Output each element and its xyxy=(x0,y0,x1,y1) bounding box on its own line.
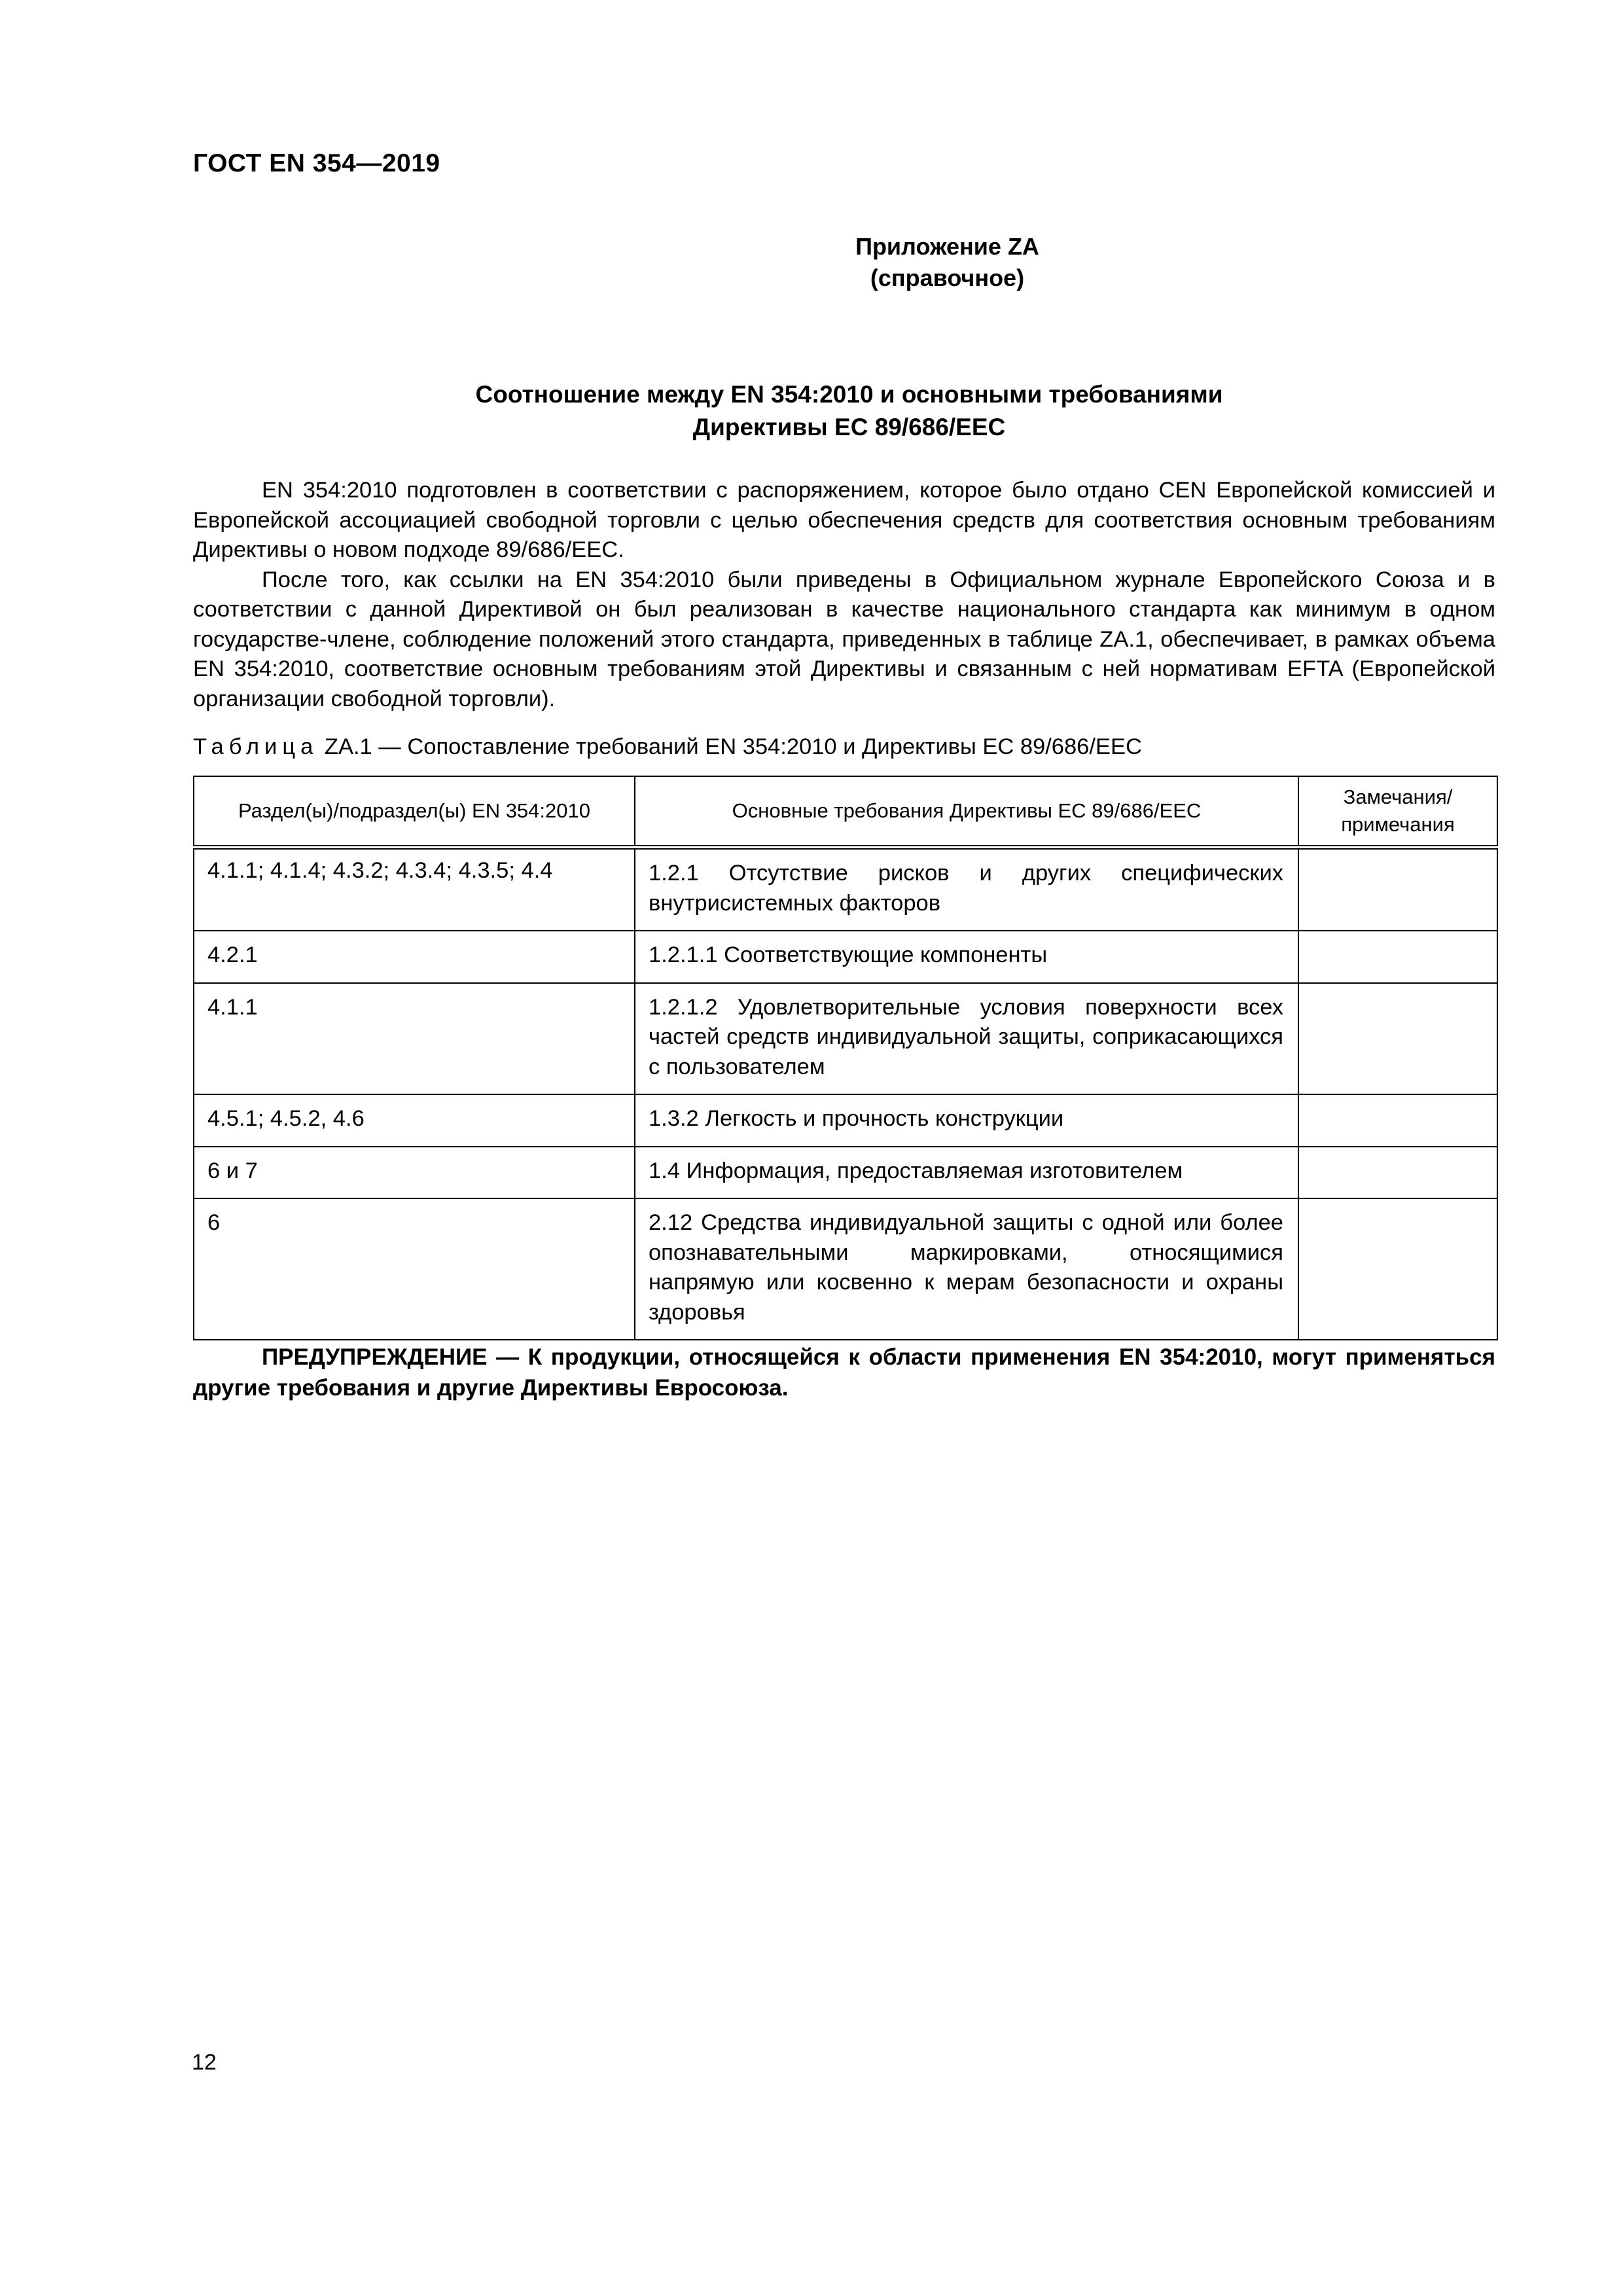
table-caption-word: Таблица xyxy=(193,734,319,759)
annex-title: Приложение ZA xyxy=(855,233,1039,260)
header-requirements: Основные требования Директивы ЕС 89/686/EEC xyxy=(635,776,1298,848)
cell-notes xyxy=(1298,931,1497,983)
cell-requirement: 1.2.1 Отсутствие рисков и других специфических внутрисистемных факторов xyxy=(635,848,1298,931)
paragraph-1: EN 354:2010 подготовлен в соответствии с распоряжением, которое было отдано CEN Европейской комиссией и Европейской ассоциацией свободной торговли с целью обеспечения средств для соответствия основным требованиям Директивы о новом подходе 89/686/EEC. xyxy=(193,478,1495,562)
cell-sections: 6 и 7 xyxy=(194,1147,635,1199)
table-row xyxy=(194,983,1497,1095)
cell-sections: 4.1.1 xyxy=(194,983,635,1095)
header-notes: Замечания/ примечания xyxy=(1298,776,1497,848)
cell-notes xyxy=(1298,1198,1497,1340)
cell-requirement: 1.4 Информация, предоставляемая изготовителем xyxy=(635,1147,1298,1199)
table-row xyxy=(194,848,1497,931)
cell-sections: 4.2.1 xyxy=(194,931,635,983)
requirements-table xyxy=(193,776,1498,1340)
table-header-row xyxy=(194,776,1497,848)
table-row xyxy=(194,1147,1497,1199)
cell-requirement: 2.12 Средства индивидуальной защиты с одной или более опознавательными маркировками, относящимися напрямую или косвенно к мерам безопасности и охраны здоровья xyxy=(635,1198,1298,1340)
table-caption-text: ZA.1 — Сопоставление требований EN 354:2010 и Директивы ЕС 89/686/EEC xyxy=(318,734,1142,759)
cell-notes xyxy=(1298,983,1497,1095)
cell-sections: 4.5.1; 4.5.2, 4.6 xyxy=(194,1094,635,1147)
document-code: ГОСТ EN 354—2019 xyxy=(193,149,440,177)
table-row xyxy=(194,1198,1497,1340)
cell-requirement: 1.2.1.1 Соответствующие компоненты xyxy=(635,931,1298,983)
page-number: 12 xyxy=(192,2050,217,2075)
cell-requirement: 1.2.1.2 Удовлетворительные условия поверхности всех частей средств индивидуальной защиты, соприкасающихся с пользователем xyxy=(635,983,1298,1095)
section-title-line-1: Соотношение между EN 354:2010 и основными требованиями xyxy=(475,381,1223,408)
annex-heading xyxy=(0,231,1623,294)
paragraph-2: После того, как ссылки на EN 354:2010 были приведены в Официальном журнале Европейского Союза и в соответствии с данной Директивой он был реализован в качестве национального стандарта как минимум в одном государстве-члене, соблюдение положений этого стандарта, приведенных в таблице ZA.1, обеспечивает, в рамках объема EN 354:2010, соответствие основным требованиям этой Директивы и связанным с ней нормативам EFTA (Европейской организации свободной торговли). xyxy=(193,567,1495,711)
header-sections: Раздел(ы)/подраздел(ы) EN 354:2010 xyxy=(194,776,635,848)
section-title xyxy=(193,378,1505,444)
cell-notes xyxy=(1298,1094,1497,1147)
table-caption xyxy=(193,734,1142,760)
body-text xyxy=(193,476,1495,714)
warning-note: ПРЕДУПРЕЖДЕНИЕ — К продукции, относящейся к области применения EN 354:2010, могут применяться другие требования и другие Директивы Евросоюза. xyxy=(193,1344,1495,1401)
cell-sections: 6 xyxy=(194,1198,635,1340)
table-row xyxy=(194,931,1497,983)
annex-kind: (справочное) xyxy=(870,264,1025,291)
cell-notes xyxy=(1298,848,1497,931)
section-title-line-2: Директивы ЕС 89/686/EEC xyxy=(692,414,1006,440)
table-row xyxy=(194,1094,1497,1147)
cell-notes xyxy=(1298,1147,1497,1199)
cell-sections: 4.1.1; 4.1.4; 4.3.2; 4.3.4; 4.3.5; 4.4 xyxy=(194,848,635,931)
cell-requirement: 1.3.2 Легкость и прочность конструкции xyxy=(635,1094,1298,1147)
